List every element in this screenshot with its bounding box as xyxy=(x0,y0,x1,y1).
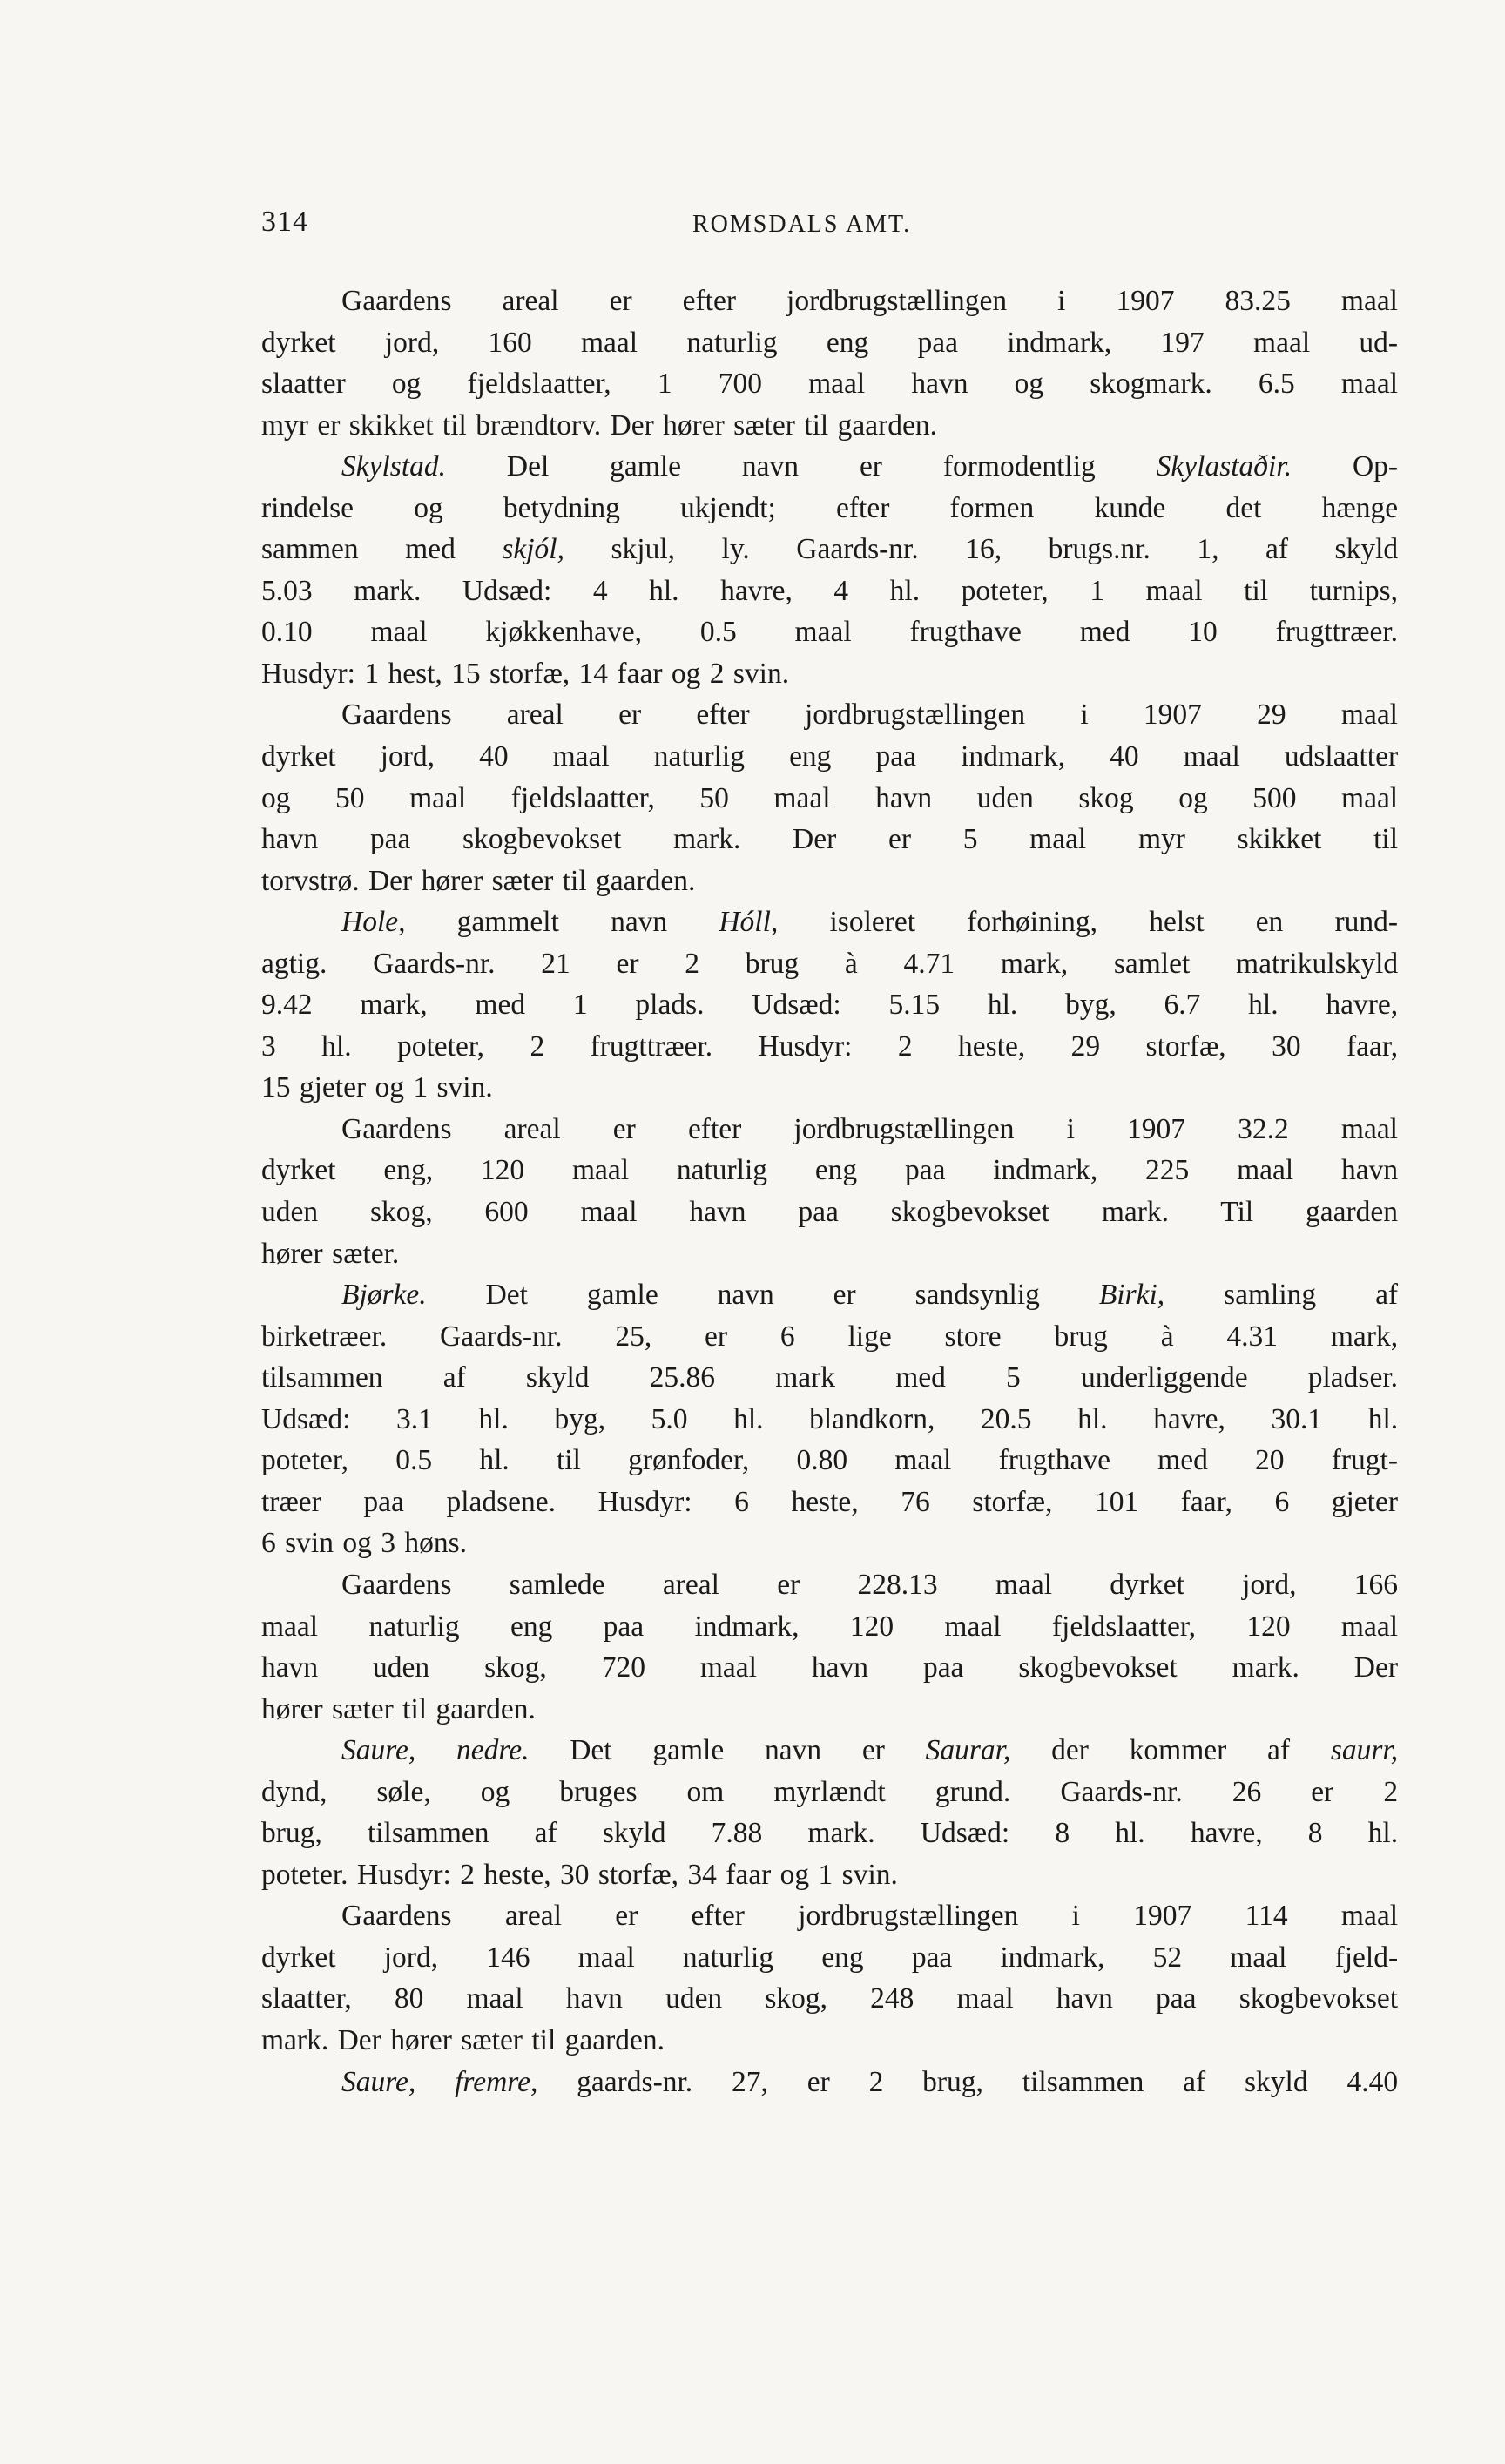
text-line: Bjørke. Det gamle navn er sandsynlig Birki, samling af xyxy=(341,1279,1399,1312)
body-text xyxy=(261,280,1398,2103)
text-line: rindelse og betydning ukjendt; efter formen kunde det hænge xyxy=(261,491,1399,524)
text-line: 6 svin og 3 høns. xyxy=(261,1527,468,1560)
page-number: 314 xyxy=(261,206,308,238)
text-line: Gaardens samlede areal er 228.13 maal dyrket jord, 166 xyxy=(341,1568,1399,1601)
text-line: Saure, nedre. Det gamle navn er Saurar, der kommer af saurr, xyxy=(341,1734,1399,1767)
text-line: 5.03 mark. Udsæd: 4 hl. havre, 4 hl. poteter, 1 maal til turnips, xyxy=(261,574,1399,607)
text-line: tilsammen af skyld 25.86 mark med 5 underliggende pladser. xyxy=(261,1361,1399,1394)
text-line: mark. Der hører sæter til gaarden. xyxy=(261,2023,665,2056)
text-line: 3 hl. poteter, 2 frugttræer. Husdyr: 2 heste, 29 storfæ, 30 faar, xyxy=(261,1029,1399,1063)
text-line: havn uden skog, 720 maal havn paa skogbevokset mark. Der xyxy=(261,1651,1399,1684)
text-line: myr er skikket til brændtorv. Der hører sæter til gaarden. xyxy=(261,408,937,442)
text-line: Gaardens areal er efter jordbrugstællingen i 1907 32.2 maal xyxy=(341,1112,1398,1145)
text-line: 9.42 mark, med 1 plads. Udsæd: 5.15 hl. byg, 6.7 hl. havre, xyxy=(261,989,1399,1022)
text-line: slaatter og fjeldslaatter, 1 700 maal havn og skogmark. 6.5 maal xyxy=(261,368,1399,401)
text-line: slaatter, 80 maal havn uden skog, 248 maal havn paa skogbevokset xyxy=(261,1982,1399,2015)
text-line: dyrket jord, 160 maal naturlig eng paa indmark, 197 maal ud- xyxy=(261,326,1399,359)
text-line: Gaardens areal er efter jordbrugstællingen i 1907 29 maal xyxy=(341,699,1398,732)
text-line: dyrket eng, 120 maal naturlig eng paa indmark, 225 maal havn xyxy=(261,1154,1399,1187)
text-line: Hole, gammelt navn Hóll, isoleret forhøining, helst en rund- xyxy=(341,906,1399,939)
text-line: birketræer. Gaards-nr. 25, er 6 lige store brug à 4.31 mark, xyxy=(261,1320,1399,1353)
text-line: brug, tilsammen af skyld 7.88 mark. Udsæd: 8 hl. havre, 8 hl. xyxy=(261,1817,1399,1850)
text-line: Udsæd: 3.1 hl. byg, 5.0 hl. blandkorn, 20.5 hl. havre, 30.1 hl. xyxy=(261,1402,1399,1435)
text-line: dyrket jord, 146 maal naturlig eng paa indmark, 52 maal fjeld- xyxy=(261,1941,1399,1974)
text-line: agtig. Gaards-nr. 21 er 2 brug à 4.71 mark, samlet matrikulskyld xyxy=(261,947,1399,980)
text-line: Gaardens areal er efter jordbrugstællingen i 1907 83.25 maal xyxy=(341,285,1398,317)
text-line: og 50 maal fjeldslaatter, 50 maal havn uden skog og 500 maal xyxy=(261,781,1399,814)
text-line: maal naturlig eng paa indmark, 120 maal fjeldslaatter, 120 maal xyxy=(261,1610,1399,1643)
text-line: 15 gjeter og 1 svin. xyxy=(261,1071,493,1104)
text-line: uden skog, 600 maal havn paa skogbevokset mark. Til gaarden xyxy=(261,1196,1399,1229)
text-line: sammen med skjól, skjul, ly. Gaards-nr. 16, brugs.nr. 1, af skyld xyxy=(261,533,1399,566)
text-line: poteter, 0.5 hl. til grønfoder, 0.80 maal frugthave med 20 frugt- xyxy=(261,1444,1399,1477)
text-line: Skylstad. Del gamle navn er formodentlig Skylastaðir. Op- xyxy=(341,450,1399,483)
text-line: 0.10 maal kjøkkenhave, 0.5 maal frugthave med 10 frugttræer. xyxy=(261,616,1399,649)
running-head: ROMSDALS AMT. xyxy=(692,211,912,238)
page-header xyxy=(261,206,1402,240)
text-line: træer paa pladsene. Husdyr: 6 heste, 76 storfæ, 101 faar, 6 gjeter xyxy=(261,1485,1399,1518)
text-line: hører sæter til gaarden. xyxy=(261,1692,536,1725)
text-line: torvstrø. Der hører sæter til gaarden. xyxy=(261,864,696,897)
text-line: havn paa skogbevokset mark. Der er 5 maal myr skikket til xyxy=(261,823,1399,856)
text-line: Husdyr: 1 hest, 15 storfæ, 14 faar og 2 svin. xyxy=(261,657,790,690)
text-line: Gaardens areal er efter jordbrugstællingen i 1907 114 maal xyxy=(341,1900,1399,1933)
text-line: dyrket jord, 40 maal naturlig eng paa indmark, 40 maal udslaatter xyxy=(261,740,1399,773)
text-line: Saure, fremre, gaards-nr. 27, er 2 brug, tilsammen af skyld 4.40 xyxy=(341,2065,1399,2098)
text-line: poteter. Husdyr: 2 heste, 30 storfæ, 34 faar og 1 svin. xyxy=(261,1858,898,1891)
text-line: hører sæter. xyxy=(261,1237,400,1270)
text-line: dynd, søle, og bruges om myrlændt grund. Gaards-nr. 26 er 2 xyxy=(261,1775,1399,1808)
